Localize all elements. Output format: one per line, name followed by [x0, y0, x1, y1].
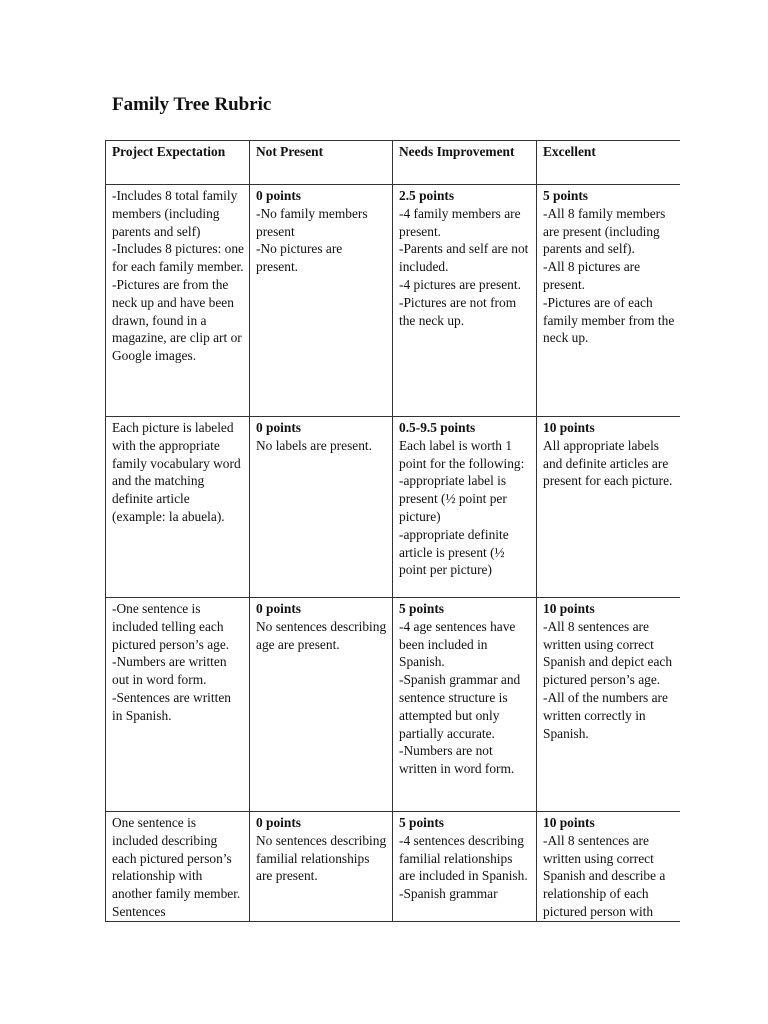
needs-improvement-cell	[393, 185, 537, 417]
points-label: 10 points	[543, 601, 595, 616]
cell-line: -Pictures are not from the neck up.	[399, 294, 517, 328]
points-label: 0 points	[256, 420, 302, 435]
expectation-cell	[106, 812, 250, 923]
points-label: 2.5 points	[399, 188, 455, 203]
cell-line: -Numbers are not written in word form.	[399, 743, 515, 777]
header-needs-improvement: Needs Improvement	[393, 141, 537, 185]
header-row	[106, 141, 681, 185]
cell-line: -4 sentences describing familial relationships are included in Spanish.	[399, 832, 528, 884]
cell-line: No labels are present.	[256, 437, 373, 453]
expectation-cell	[106, 417, 250, 598]
cell-line: -Includes 8 pictures: one for each family member.	[112, 241, 245, 275]
cell-line: -All 8 sentences are written using correct Spanish and describe a relationship of each pictured person with	[543, 832, 666, 919]
cell-line: -4 pictures are present.	[399, 276, 521, 292]
cell-line: -No pictures are present.	[256, 241, 343, 275]
points-label: 0 points	[256, 815, 302, 830]
cell-line: -Sentences are written in Spanish.	[112, 689, 231, 723]
not-present-cell	[250, 185, 393, 417]
cell-line: Each picture is labeled with the appropriate family vocabulary word and the matching definite article (example: la abuela).	[112, 420, 241, 524]
cell-line: -Parents and self are not included.	[399, 241, 529, 275]
points-label: 5 points	[399, 601, 445, 616]
rubric-table	[105, 140, 680, 922]
needs-improvement-cell	[393, 598, 537, 812]
not-present-cell	[250, 417, 393, 598]
cell-line: -All 8 family members are present (including parents and self).	[543, 205, 666, 257]
not-present-cell	[250, 598, 393, 812]
cell-line: No sentences describing age are present.	[256, 618, 387, 652]
cell-line: -4 family members are present.	[399, 205, 521, 239]
cell-line: -Includes 8 total family members (including parents and self)	[112, 188, 238, 239]
points-label: 10 points	[543, 420, 595, 435]
cell-line: -appropriate definite article is present (½ point per picture)	[399, 526, 509, 578]
table-row	[106, 812, 681, 923]
not-present-cell	[250, 812, 393, 923]
cell-line: -All 8 pictures are present.	[543, 259, 641, 292]
cell-line: Each label is worth 1 point for the following:	[399, 437, 525, 471]
cell-line: -No family members present	[256, 205, 368, 239]
cell-line: -Pictures are of each family member from the neck up.	[543, 294, 675, 346]
cell-line: -4 age sentences have been included in Spanish.	[399, 618, 516, 670]
points-label: 0 points	[256, 601, 302, 616]
table-row	[106, 185, 681, 417]
header-excellent: Excellent	[537, 141, 681, 185]
expectation-cell	[106, 185, 250, 417]
excellent-cell	[537, 185, 681, 417]
cell-line: -Pictures are from the neck up and have been drawn, found in a magazine, are clip art or Google images.	[112, 276, 242, 364]
excellent-cell	[537, 812, 681, 923]
cell-line: -Spanish grammar	[399, 886, 498, 902]
cell-line: All appropriate labels and definite articles are present for each picture.	[543, 437, 673, 489]
cell-line: One sentence is included describing each pictured person’s relationship with another family member. Sentences	[112, 815, 241, 919]
points-label: 5 points	[543, 188, 589, 203]
cell-line: -One sentence is included telling each pictured person’s age.	[112, 601, 230, 652]
cell-line: -Numbers are written out in word form.	[112, 654, 227, 688]
cell-line: -All 8 sentences are written using correct Spanish and depict each pictured person’s age.	[543, 618, 673, 688]
table-row	[106, 417, 681, 598]
points-label: 0.5-9.5 points	[399, 420, 476, 435]
excellent-cell	[537, 598, 681, 812]
cell-line: -All of the numbers are written correctly in Spanish.	[543, 689, 668, 741]
excellent-cell	[537, 417, 681, 598]
document-title: Family Tree Rubric	[112, 94, 272, 115]
cell-line: No sentences describing familial relationships are present.	[256, 832, 387, 884]
cell-line: -Spanish grammar and sentence structure is attempted but only partially accurate.	[399, 672, 521, 741]
cell-line: -appropriate label is present (½ point per picture)	[399, 473, 507, 524]
needs-improvement-cell	[393, 417, 537, 598]
header-not-present: Not Present	[250, 141, 393, 185]
expectation-cell	[106, 598, 250, 812]
table-row	[106, 598, 681, 812]
rubric-table-container	[105, 140, 680, 922]
points-label: 5 points	[399, 815, 445, 830]
points-label: 0 points	[256, 188, 302, 203]
needs-improvement-cell	[393, 812, 537, 923]
points-label: 10 points	[543, 815, 595, 830]
header-project-expectation: Project Expectation	[106, 141, 250, 185]
